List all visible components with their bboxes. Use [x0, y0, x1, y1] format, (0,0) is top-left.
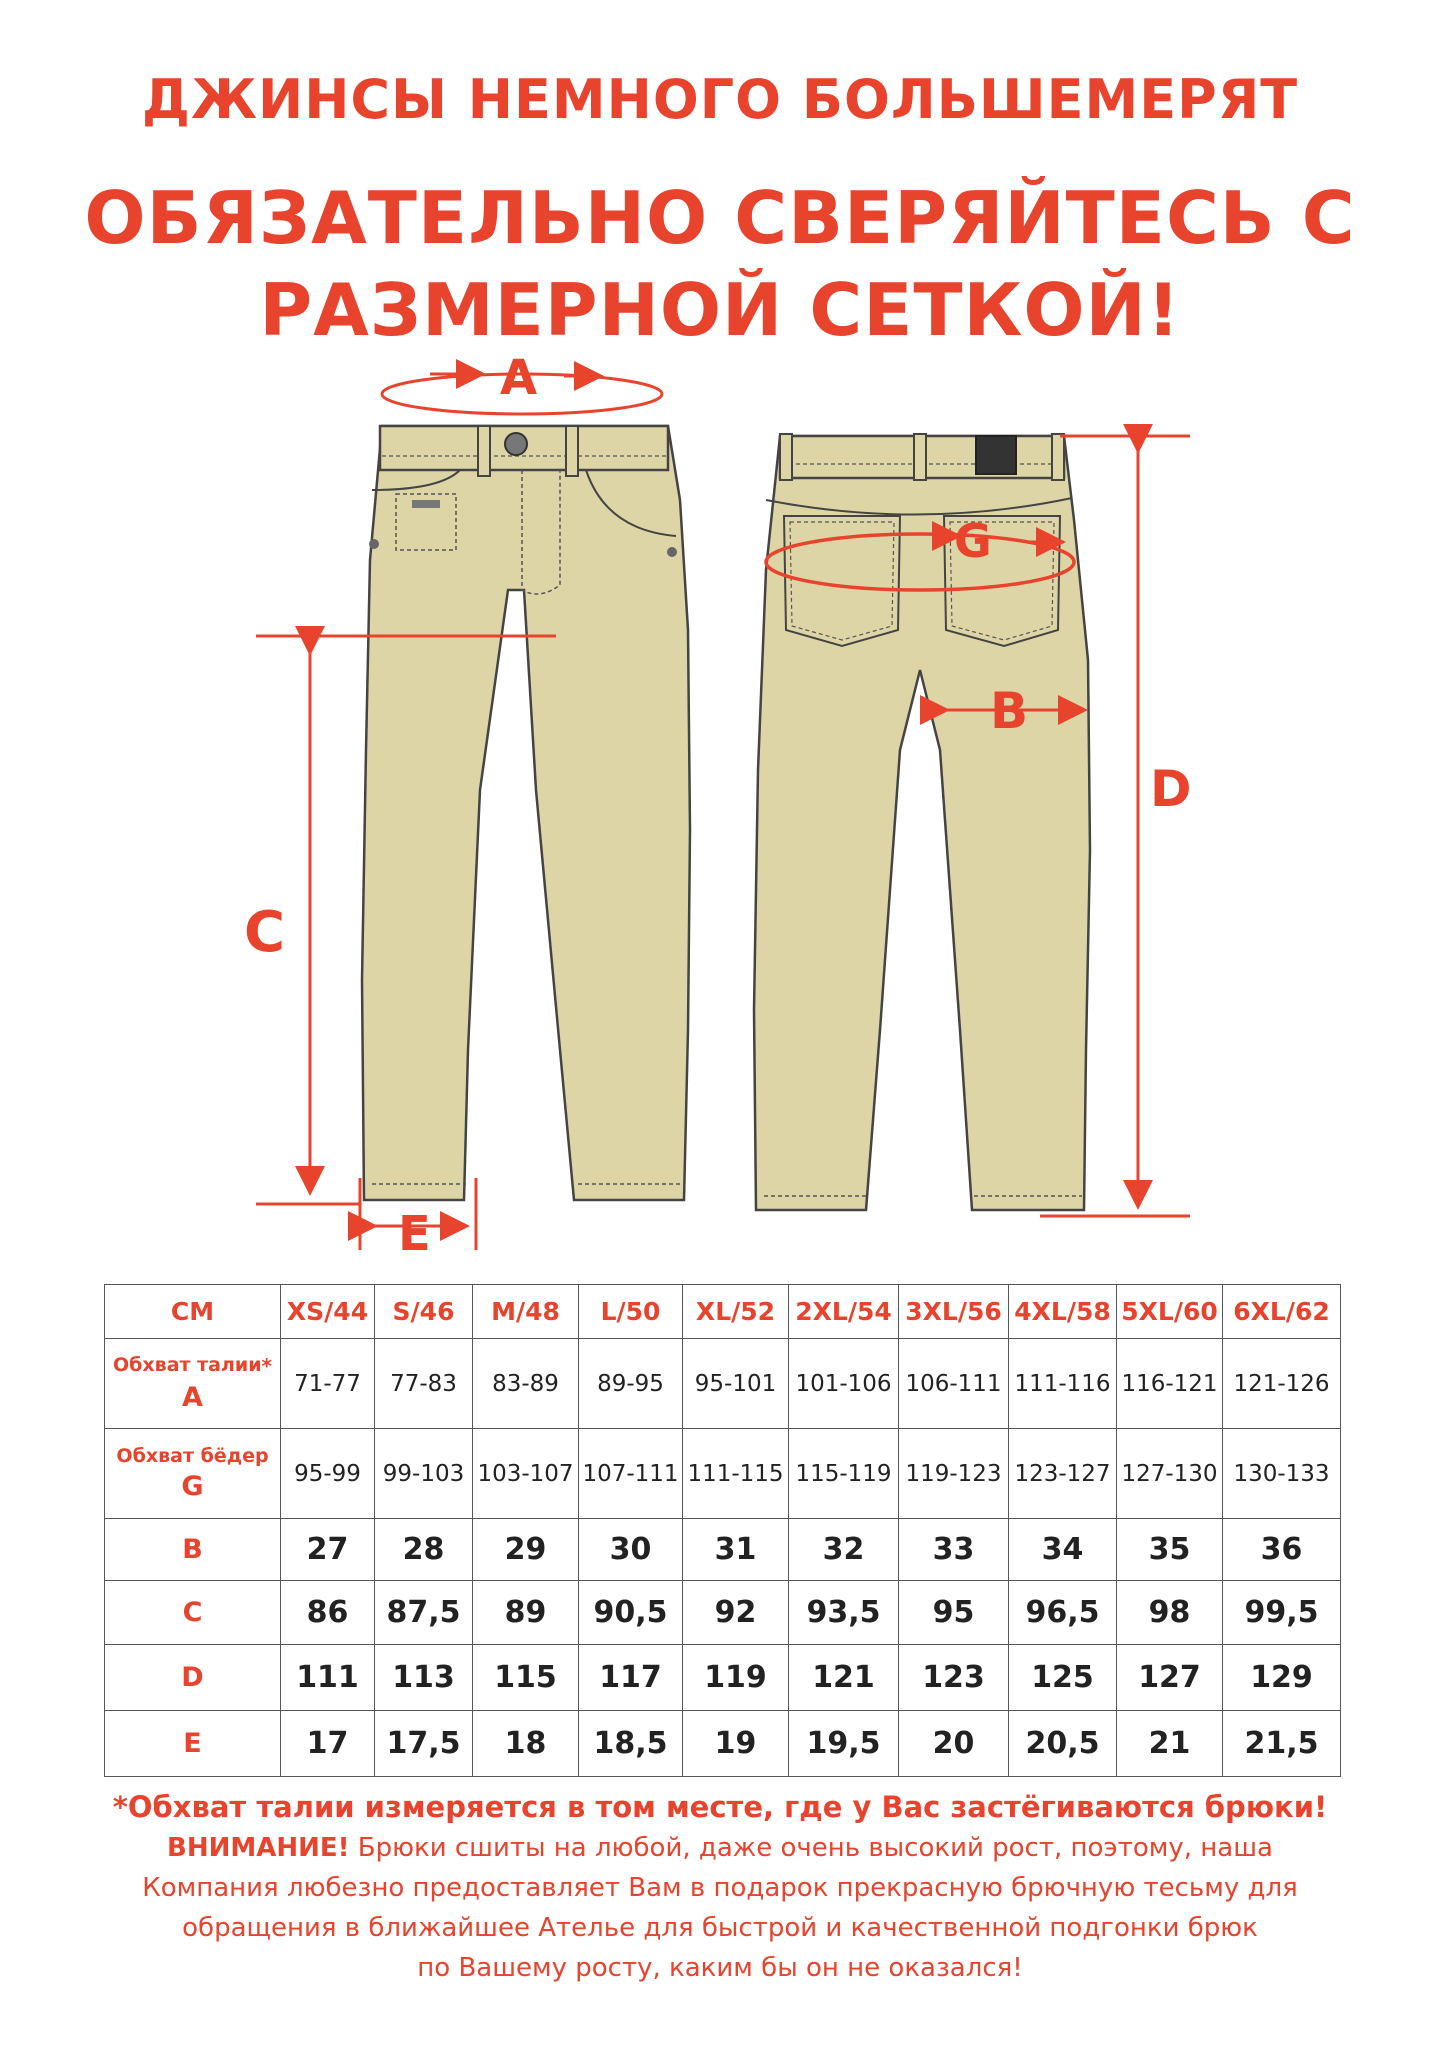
table-cell: 27 [281, 1519, 375, 1581]
table-cell: 93,5 [789, 1581, 899, 1645]
table-cell: 111 [281, 1645, 375, 1711]
row-label-b: B [105, 1519, 281, 1581]
label-d: D [1150, 760, 1192, 818]
front-rivet-left [369, 539, 379, 549]
row-label-waist: Обхват талии* A [105, 1339, 281, 1429]
size-col-header: 2XL/54 [789, 1285, 899, 1339]
table-cell: 28 [375, 1519, 473, 1581]
attention-line-2: Компания любезно предоставляет Вам в подарок прекрасную брючную тесьму для [142, 1873, 1298, 1903]
size-col-header: XL/52 [683, 1285, 789, 1339]
size-col-header: 6XL/62 [1223, 1285, 1341, 1339]
table-cell: 31 [683, 1519, 789, 1581]
row-label-c: C [105, 1581, 281, 1645]
table-cell: 83-89 [473, 1339, 579, 1429]
table-cell: 96,5 [1009, 1581, 1117, 1645]
table-cell: 123 [899, 1645, 1009, 1711]
table-row [105, 1339, 1341, 1429]
table-cell: 106-111 [899, 1339, 1009, 1429]
table-cell: 99,5 [1223, 1581, 1341, 1645]
size-header-row [105, 1285, 1341, 1339]
table-cell: 77-83 [375, 1339, 473, 1429]
attention-line-4: по Вашему росту, каким бы он не оказался! [417, 1953, 1023, 1983]
row-label-d: D [105, 1645, 281, 1711]
size-col-header: 4XL/58 [1009, 1285, 1117, 1339]
table-cell: 121-126 [1223, 1339, 1341, 1429]
table-cell: 129 [1223, 1645, 1341, 1711]
table-cell: 32 [789, 1519, 899, 1581]
header-line-2b: РАЗМЕРНОЙ СЕТКОЙ! [259, 268, 1181, 352]
table-cell: 29 [473, 1519, 579, 1581]
row-label-e: E [105, 1711, 281, 1777]
table-cell: 117 [579, 1645, 683, 1711]
back-belt-loop-2 [914, 434, 926, 480]
table-cell: 33 [899, 1519, 1009, 1581]
table-cell: 21,5 [1223, 1711, 1341, 1777]
table-cell: 123-127 [1009, 1429, 1117, 1519]
footer-notes [0, 1786, 1440, 1988]
table-cell: 18,5 [579, 1711, 683, 1777]
table-cell: 18 [473, 1711, 579, 1777]
table-row [105, 1429, 1341, 1519]
table-cell: 95 [899, 1581, 1009, 1645]
header-line-1: ДЖИНСЫ НЕМНОГО БОЛЬШЕМЕРЯТ [141, 68, 1299, 131]
table-cell: 111-115 [683, 1429, 789, 1519]
table-cell: 87,5 [375, 1581, 473, 1645]
table-cell: 17 [281, 1711, 375, 1777]
table-cell: 20 [899, 1711, 1009, 1777]
table-cell: 21 [1117, 1711, 1223, 1777]
table-cell: 34 [1009, 1519, 1117, 1581]
table-cell: 98 [1117, 1581, 1223, 1645]
table-cell: 95-99 [281, 1429, 375, 1519]
table-cell: 116-121 [1117, 1339, 1223, 1429]
table-cell: 36 [1223, 1519, 1341, 1581]
size-col-header: 5XL/60 [1117, 1285, 1223, 1339]
table-cell: 86 [281, 1581, 375, 1645]
front-button [505, 433, 527, 455]
table-cell: 19,5 [789, 1711, 899, 1777]
table-cell: 101-106 [789, 1339, 899, 1429]
size-col-header: M/48 [473, 1285, 579, 1339]
front-rivet-right [667, 547, 677, 557]
table-cell: 71-77 [281, 1339, 375, 1429]
table-cell: 99-103 [375, 1429, 473, 1519]
label-c: C [244, 900, 286, 965]
table-row [105, 1581, 1341, 1645]
table-cell: 127-130 [1117, 1429, 1223, 1519]
size-col-header: 3XL/56 [899, 1285, 1009, 1339]
back-belt-loop-1 [780, 434, 792, 480]
table-cell: 115 [473, 1645, 579, 1711]
table-cell: 119 [683, 1645, 789, 1711]
header-line-2a: ОБЯЗАТЕЛЬНО СВЕРЯЙТЕСЬ С [84, 176, 1356, 260]
back-belt-loop-3 [1052, 434, 1064, 480]
table-row [105, 1519, 1341, 1581]
table-cell: 90,5 [579, 1581, 683, 1645]
size-col-header: L/50 [579, 1285, 683, 1339]
back-leather-patch [976, 436, 1016, 474]
table-cell: 121 [789, 1645, 899, 1711]
label-e: E [398, 1206, 431, 1262]
table-cell: 95-101 [683, 1339, 789, 1429]
table-cell: 92 [683, 1581, 789, 1645]
front-jeans-body [362, 426, 690, 1200]
table-row [105, 1645, 1341, 1711]
table-cell: 111-116 [1009, 1339, 1117, 1429]
attention-line-3: обращения в ближайшее Ателье для быстрой и качественной подгонки брюк [182, 1913, 1258, 1943]
table-cell: 125 [1009, 1645, 1117, 1711]
table-cell: 113 [375, 1645, 473, 1711]
table-cell: 127 [1117, 1645, 1223, 1711]
size-col-header: S/46 [375, 1285, 473, 1339]
row-label-hips: Обхват бёдер G [105, 1429, 281, 1519]
front-belt-loop-left [478, 426, 490, 476]
size-chart-table [104, 1284, 1341, 1777]
attention-line-1: Брюки сшиты на любой, даже очень высокий рост, поэтому, наша [349, 1833, 1273, 1863]
front-label-tag [412, 500, 440, 508]
table-cell: 103-107 [473, 1429, 579, 1519]
attention-paragraph [0, 1828, 1440, 1988]
table-cell: 119-123 [899, 1429, 1009, 1519]
front-jeans-illustration [362, 426, 690, 1200]
table-cell: 17,5 [375, 1711, 473, 1777]
table-cell: 130-133 [1223, 1429, 1341, 1519]
waist-note: *Обхват талии измеряется в том месте, где у Вас застёгиваются брюки! [112, 1790, 1328, 1824]
attention-label: ВНИМАНИЕ! [167, 1833, 350, 1863]
table-cell: 19 [683, 1711, 789, 1777]
jeans-measurement-diagram [0, 330, 1440, 1270]
table-cell: 89 [473, 1581, 579, 1645]
corner-cell: СМ [105, 1285, 281, 1339]
table-cell: 20,5 [1009, 1711, 1117, 1777]
table-cell: 89-95 [579, 1339, 683, 1429]
header-warning [0, 172, 1440, 356]
table-cell: 35 [1117, 1519, 1223, 1581]
size-col-header: XS/44 [281, 1285, 375, 1339]
table-row [105, 1711, 1341, 1777]
back-jeans-body [754, 436, 1090, 1210]
back-jeans-illustration [754, 434, 1090, 1210]
label-b: B [990, 682, 1029, 740]
table-cell: 115-119 [789, 1429, 899, 1519]
label-a: A [500, 350, 538, 406]
table-cell: 30 [579, 1519, 683, 1581]
table-cell: 107-111 [579, 1429, 683, 1519]
front-belt-loop-right [566, 426, 578, 476]
label-g: G [954, 514, 992, 568]
